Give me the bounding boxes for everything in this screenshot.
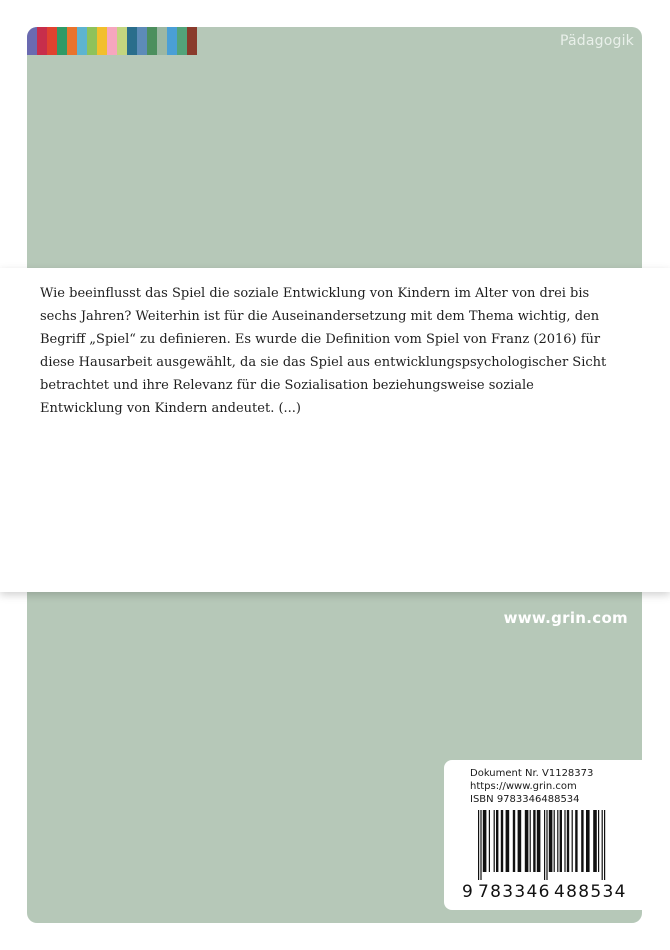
barcode-bar — [478, 810, 479, 880]
barcode-bar — [593, 810, 597, 872]
barcode-bar — [496, 810, 498, 872]
barcode-bar — [525, 810, 529, 872]
barcode-bar — [501, 810, 503, 872]
barcode-bar — [533, 810, 535, 872]
publisher-website: www.grin.com — [503, 609, 628, 627]
barcode-bar — [575, 810, 577, 872]
color-stripe — [117, 27, 127, 55]
abstract-text: Wie beeinflusst das Spiel die soziale Entwicklung von Kindern im Alter von drei bis sechs Jahren? Weiterhin ist für die Auseinandersetzung mit dem Thema wichtig, den Begriff „Spiel“ zu definieren. Es wurde die Definition vom Spiel von Franz (2016) für diese Hausarbeit ausgewählt, da sie das Spiel aus entwicklungspsychologischer Sicht betrachtet und ihre Relevanz für die Sozialisation beziehungsweise soziale Entwicklung von Kindern andeutet. (...) — [40, 286, 607, 416]
barcode-bar — [518, 810, 522, 872]
barcode-bar — [602, 810, 603, 880]
barcode-bar — [567, 810, 569, 872]
color-stripe — [67, 27, 77, 55]
barcode-bar — [564, 810, 565, 872]
barcode-bar — [586, 810, 590, 872]
color-stripe — [127, 27, 137, 55]
barcode-bar — [489, 810, 490, 872]
isbn-barcode — [476, 810, 632, 880]
barcode-bar — [549, 810, 553, 872]
color-stripe — [47, 27, 57, 55]
color-stripe — [77, 27, 87, 55]
barcode-bar — [572, 810, 573, 872]
barcode-bar — [598, 810, 599, 872]
barcode-digits — [462, 882, 632, 902]
color-stripe — [107, 27, 117, 55]
barcode-bar — [557, 810, 558, 872]
barcode-bar — [513, 810, 515, 872]
color-stripe — [87, 27, 97, 55]
color-stripe — [147, 27, 157, 55]
color-stripe — [27, 27, 37, 55]
color-stripe — [97, 27, 107, 55]
isbn-label: ISBN 9783346488534 — [470, 794, 580, 805]
barcode-bar — [604, 810, 605, 880]
color-stripe — [167, 27, 177, 55]
barcode-bar — [544, 810, 545, 880]
color-stripe — [137, 27, 147, 55]
barcode-digit-prefix: 9 — [462, 882, 473, 902]
color-stripes — [27, 27, 197, 55]
barcode-bar — [560, 810, 562, 872]
barcode-bar — [530, 810, 531, 872]
barcode-bar — [506, 810, 510, 872]
color-stripe — [187, 27, 197, 55]
barcode-bar — [554, 810, 555, 872]
barcode-bar — [537, 810, 541, 872]
barcode-bar — [483, 810, 487, 872]
publisher-url: https://www.grin.com — [470, 781, 577, 792]
barcode-bar — [581, 810, 583, 872]
category-label: Pädagogik — [560, 33, 634, 49]
barcode-bar — [480, 810, 481, 880]
color-stripe — [177, 27, 187, 55]
barcode-bar — [546, 810, 547, 880]
color-stripe — [37, 27, 47, 55]
barcode-digits-left: 783346 — [478, 882, 551, 902]
color-stripe — [57, 27, 67, 55]
barcode-bar — [494, 810, 495, 872]
barcode-digits-right: 488534 — [554, 882, 627, 902]
document-number: Dokument Nr. V1128373 — [470, 768, 594, 779]
color-stripe — [157, 27, 167, 55]
